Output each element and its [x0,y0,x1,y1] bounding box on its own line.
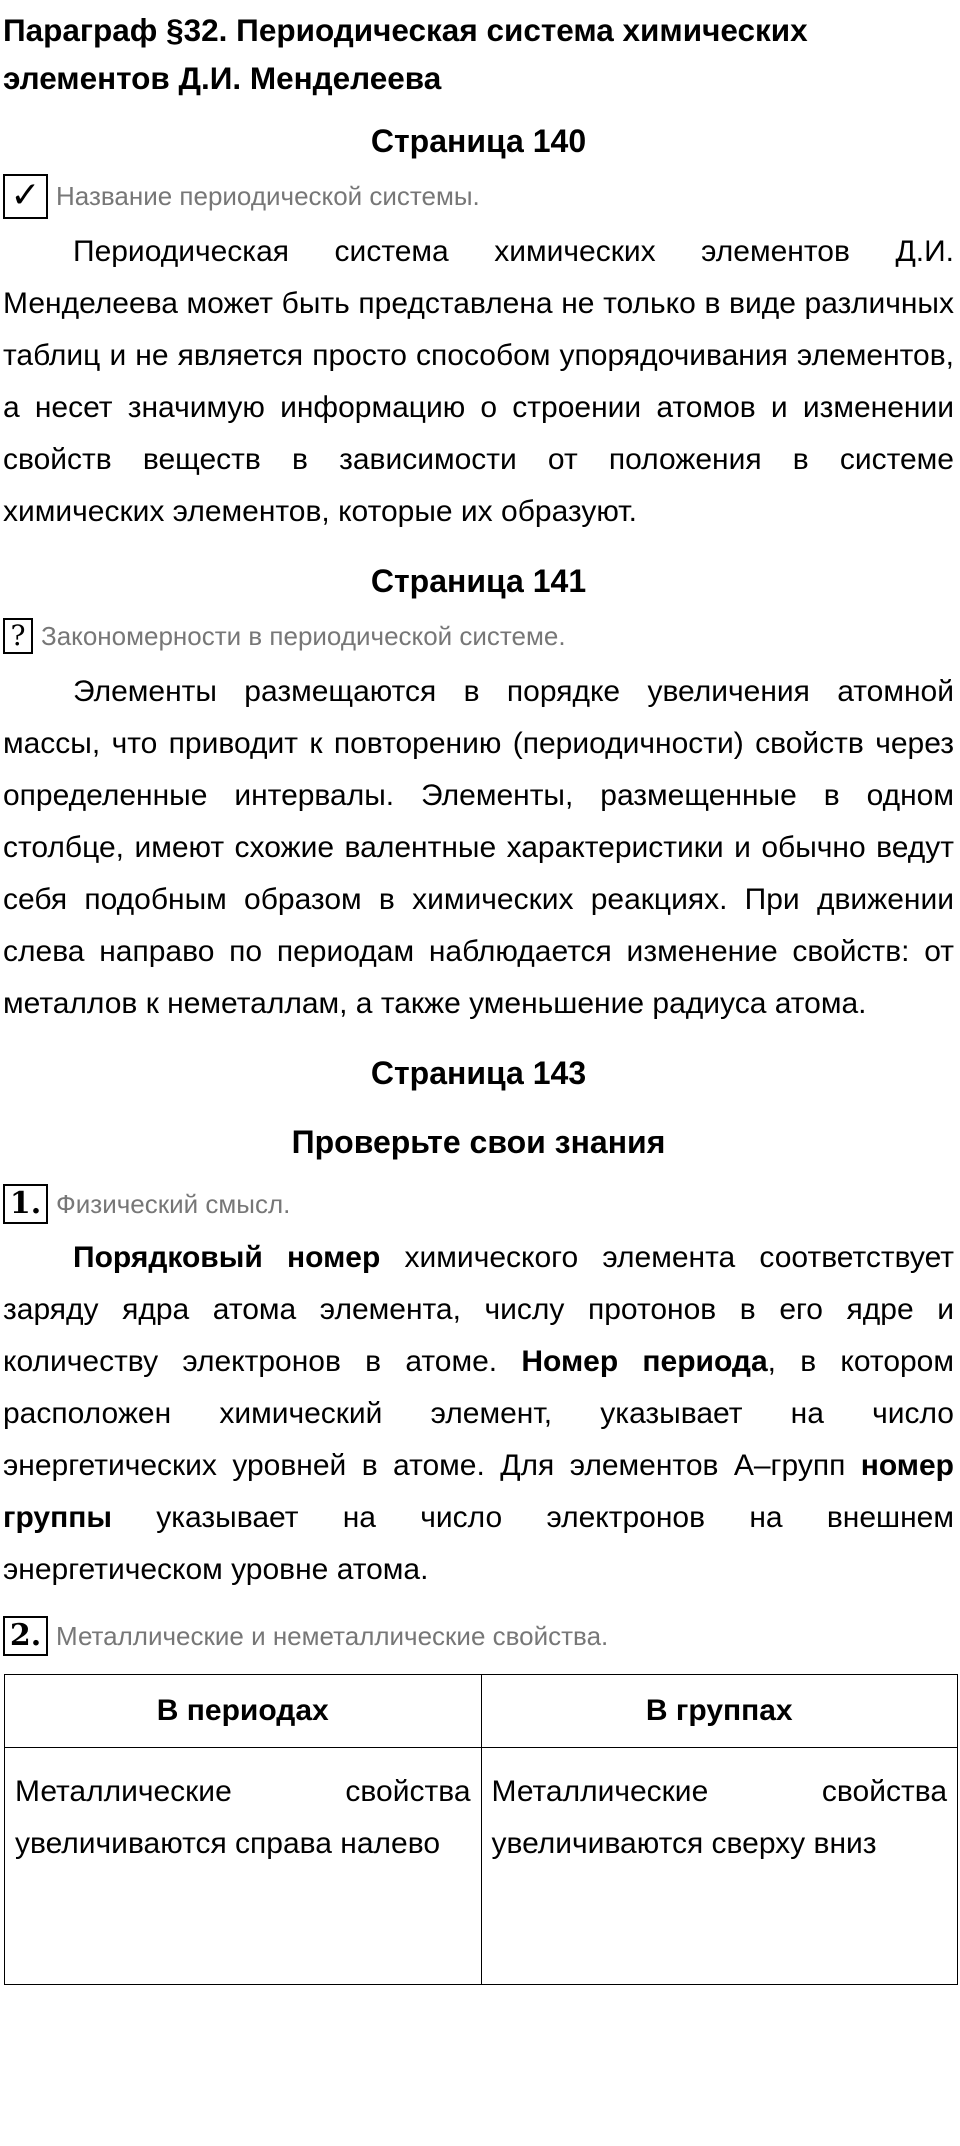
bold-term: Порядковый номер [73,1241,381,1274]
table-row [5,1748,958,1985]
task-label: Название периодической системы. [56,180,480,211]
column-header-periods: В периодах [5,1675,482,1748]
column-header-groups: В группах [481,1675,958,1748]
check-icon: ✓ [3,174,48,219]
task-label: Физический смысл. [56,1188,291,1219]
bold-term: Номер периода [521,1345,768,1378]
task-name-of-system [3,172,954,220]
page-140-heading: Страница 140 [370,123,587,159]
task-label: Закономерности в периодической системе. [41,620,566,651]
question-icon: ? [3,618,33,654]
answer-paragraph: Элементы размещаются в порядке увеличения атомной массы, что приводит к повторению (периодичности) свойств через определенные интервалы. Элементы, размещенные в одном столбце, имеют схожие валентные характеристики и обычно ведут себя подобным образом в химических реакциях. При движении слева направо по периодам наблюдается изменение свойств: от металлов к неметаллам, а также уменьшение радиуса атома. [3,675,954,1020]
bold-term: номер группы [3,1449,954,1534]
task-number-badge: 2. [3,1616,48,1656]
document-title: Параграф §32. Периодическая система химических элементов Д.И. Менделеева [3,12,808,96]
task-2 [3,1612,954,1660]
task-1 [3,1180,954,1228]
answer-paragraph: Порядковый номер химического элемента соответствует заряду ядра атома элемента, числу протонов в его ядре и количеству электронов в атоме. Номер периода, в котором расположен химический элемент, указывает на число энергетических уровней в атоме. Для элементов А–групп номер группы указывает на число электронов на внешнем энергетическом уровне атома. [3,1241,954,1586]
properties-table [4,1674,958,1985]
table-cell: Металлические свойства увеличиваются сверху вниз [481,1748,958,1985]
table-cell: Металлические свойства увеличиваются справа налево [5,1748,482,1985]
page-141-heading: Страница 141 [370,563,587,599]
answer-paragraph: Периодическая система химических элементов Д.И. Менделеева может быть представлена не только в виде различных таблиц и не является просто способом упорядочивания элементов, а несет значимую информацию о строении атомов и изменении свойств веществ в зависимости от положения в системе химических элементов, которые их образуют. [3,235,954,528]
task-label: Металлические и неметаллические свойства. [56,1620,609,1651]
table-header-row [5,1675,958,1748]
task-regularities [3,612,954,660]
page-143-heading: Страница 143 [370,1055,587,1091]
task-number-badge: 1. [3,1184,48,1224]
check-knowledge-heading: Проверьте свои знания [291,1124,666,1160]
